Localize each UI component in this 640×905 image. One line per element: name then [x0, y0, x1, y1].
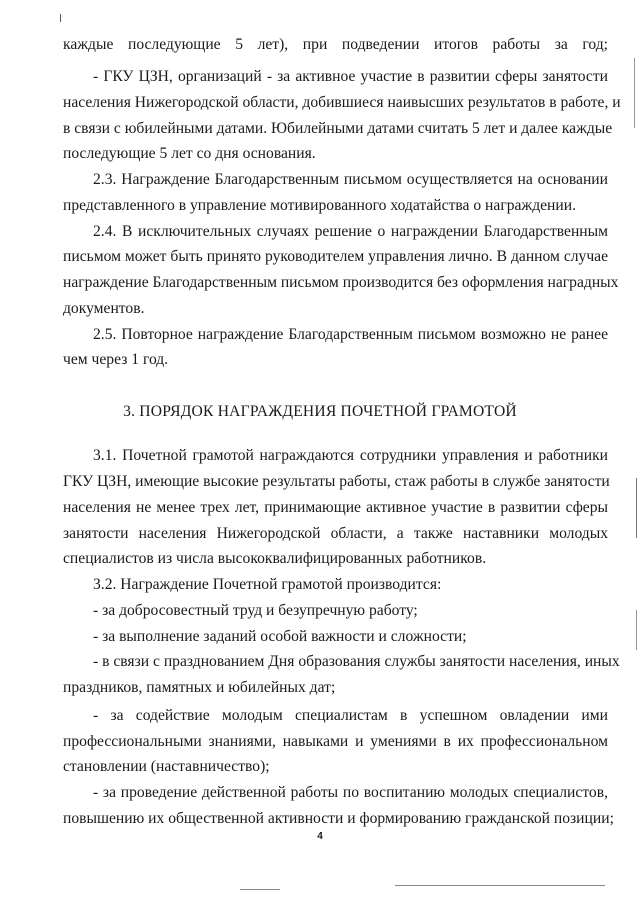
- text-line: занятости населения Нижегородской области, а также наставники молодых: [63, 525, 608, 542]
- text-line: 2.3. Награждение Благодарственным письмом осуществляется на основании: [93, 171, 608, 188]
- text-line: населения Нижегородской области, добившиеся наивысших результатов в работе, и: [63, 94, 621, 111]
- scan-mark-right-2: [636, 478, 637, 538]
- text-line: ГКУ ЦЗН, имеющие высокие результаты работы, стаж работы в службе занятости: [63, 473, 610, 490]
- text-line: письмом может быть принято руководителем управления лично. В данном случае: [63, 248, 608, 265]
- text-line: повышению их общественной активности и формированию гражданской позиции;: [63, 810, 614, 827]
- list-item: - за проведение действенной работы по воспитанию молодых специалистов,: [93, 784, 608, 801]
- list-item: - за содействие молодым специалистам в успешном овладении ими: [93, 707, 608, 724]
- text-line: 3.1. Почетной грамотой награждаются сотрудники управления и работники: [93, 447, 608, 464]
- text-line: 2.5. Повторное награждение Благодарственным письмом возможно не ранее: [93, 326, 608, 343]
- text-line: 2.4. В исключительных случаях решение о награждении Благодарственным: [93, 223, 608, 240]
- text-line: профессиональными знаниями, навыками и умениями в их профессиональном: [63, 733, 608, 750]
- footer-rule-short: [240, 889, 280, 890]
- text-line: становлении (наставничество);: [63, 758, 270, 775]
- text-line: чем через 1 год.: [63, 351, 169, 368]
- page-number: 4: [317, 831, 323, 842]
- text-line: специалистов из числа высококвалифицированных работников.: [63, 550, 487, 567]
- scan-mark-right-3: [636, 610, 637, 650]
- text-line: награждение Благодарственным письмом производится без оформления наградных: [63, 274, 619, 291]
- scan-mark-top-left: [60, 14, 61, 22]
- text-line: населения не менее трех лет, принимающие активное участие в развитии сферы: [63, 499, 608, 516]
- footer-rule: [395, 885, 605, 886]
- list-item: - за добросовестный труд и безупречную работу;: [93, 602, 418, 619]
- list-item: - в связи с празднованием Дня образования службы занятости населения, иных: [93, 653, 620, 670]
- text-line: - ГКУ ЦЗН, организаций - за активное участие в развитии сферы занятости: [93, 68, 608, 85]
- text-line: в связи с юбилейными датами. Юбилейными датами считать 5 лет и далее каждые: [63, 120, 613, 137]
- scan-mark-right-1: [634, 58, 635, 128]
- text-line: каждые последующие 5 лет), при подведении итогов работы за год;: [63, 36, 608, 53]
- text-line: представленного в управление мотивированного ходатайства о награждении.: [63, 197, 576, 214]
- text-line: праздников, памятных и юбилейных дат;: [63, 679, 336, 696]
- text-line: последующие 5 лет со дня основания.: [63, 145, 316, 162]
- list-item: - за выполнение заданий особой важности и сложности;: [93, 628, 467, 645]
- text-line: документов.: [63, 300, 145, 317]
- section-heading: 3. ПОРЯДОК НАГРАЖДЕНИЯ ПОЧЕТНОЙ ГРАМОТОЙ: [123, 403, 517, 420]
- text-line: 3.2. Награждение Почетной грамотой производится:: [93, 576, 442, 593]
